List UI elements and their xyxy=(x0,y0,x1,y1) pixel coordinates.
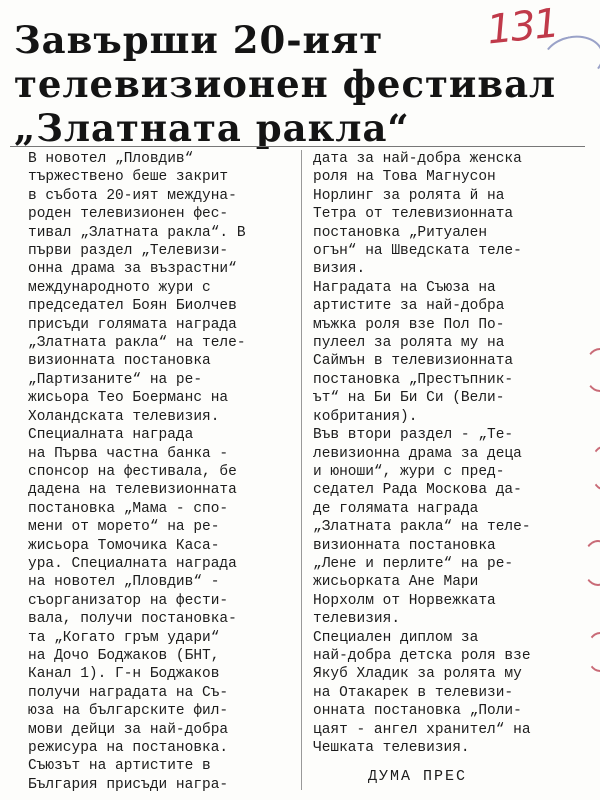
text-line: Тетра от телевизионната xyxy=(313,206,514,223)
text-line: кобритания). xyxy=(313,408,418,425)
text-line: дадена на телевизионната xyxy=(28,482,237,499)
right-column-paragraph xyxy=(313,629,575,758)
text-line: левизионна драма за деца xyxy=(313,445,522,462)
text-line: цаят - ангел хранител“ на xyxy=(313,721,531,738)
byline-signature: ДУМА ПРЕС xyxy=(368,768,468,785)
text-line: „Партизаните“ на ре- xyxy=(28,371,203,388)
text-line: Холандската телевизия. xyxy=(28,408,220,425)
text-line: мени от морето“ на ре- xyxy=(28,519,220,536)
text-line: на Дочо Боджаков (БНТ, xyxy=(28,647,220,664)
text-line: жисьора Тео Боерманс на xyxy=(28,390,229,407)
text-line: България присъди награ- xyxy=(28,776,229,793)
text-line: „Лене и перлите“ на ре- xyxy=(313,555,514,572)
text-line: та „Когато гръм удари“ xyxy=(28,629,220,646)
right-column-paragraph xyxy=(313,150,575,279)
headline-rule xyxy=(10,146,585,147)
text-line: в събота 20-ият междуна- xyxy=(28,187,237,204)
text-line: юза на българските фил- xyxy=(28,703,229,720)
text-line: визионната постановка xyxy=(28,353,211,370)
text-line: Норхолм от Норвежката xyxy=(313,592,496,609)
text-line: Норлинг за ролята й на xyxy=(313,187,505,204)
right-column-paragraph xyxy=(313,279,575,426)
text-line: ът“ на Би Би Си (Вели- xyxy=(313,390,505,407)
text-line: постановка „Ритуален xyxy=(313,224,488,241)
text-line: Наградата на Съюза на xyxy=(313,279,496,296)
text-line: визия. xyxy=(313,261,366,278)
pen-mark xyxy=(584,348,600,392)
text-line: Канал 1). Г-н Боджаков xyxy=(28,666,220,683)
text-line: получи наградата на Съ- xyxy=(28,684,229,701)
text-line: визионната постановка xyxy=(313,537,496,554)
text-line: Саймън в телевизионната xyxy=(313,353,514,370)
text-line: роден телевизионен фес- xyxy=(28,206,229,223)
text-line: огън“ на Шведската теле- xyxy=(313,243,522,260)
text-line: най-добра детска роля взе xyxy=(313,647,531,664)
text-line: онна драма за възрастни“ xyxy=(28,261,237,278)
text-line: Във втори раздел - „Те- xyxy=(313,427,514,444)
pen-mark xyxy=(590,446,600,490)
text-line: Специалната награда xyxy=(28,427,194,444)
text-line: спонсор на фестивала, бе xyxy=(28,463,237,480)
text-line: роля на Това Магнусон xyxy=(313,169,496,186)
column-divider xyxy=(301,150,302,790)
text-line: председател Боян Биолчев xyxy=(28,298,237,315)
text-line: седател Рада Москова да- xyxy=(313,482,522,499)
text-line: пулеел за ролята му на xyxy=(313,335,505,352)
text-line: де голямата награда xyxy=(313,500,479,517)
text-line: Чешката телевизия. xyxy=(313,740,470,756)
pen-mark xyxy=(586,632,600,672)
text-line: Съюзът на артистите в xyxy=(28,758,211,775)
right-column-paragraph xyxy=(313,426,575,628)
text-line: Специален диплом за xyxy=(313,629,479,646)
text-line: мови дейци за най-добра xyxy=(28,721,229,738)
text-line: жисьорката Ане Мари xyxy=(313,574,479,591)
text-line: „Златната ракла“ на теле- xyxy=(28,335,246,352)
handwritten-archive-number: 131 xyxy=(484,0,560,54)
text-line: постановка „Престъпник- xyxy=(313,371,514,388)
text-line: артистите за най-добра xyxy=(313,298,505,315)
text-line: постановка „Мама - спо- xyxy=(28,500,229,517)
article-column-right xyxy=(313,150,575,757)
text-line: дата за най-добра женска xyxy=(313,151,522,167)
text-line: присъди голямата награда xyxy=(28,316,237,333)
left-column-paragraph xyxy=(28,426,290,757)
headline-line-2: телевизионен фестивал xyxy=(14,62,557,106)
text-line: съорганизатор на фести- xyxy=(28,592,229,609)
text-line: „Златната ракла“ на теле- xyxy=(313,519,531,536)
text-line: телевизия. xyxy=(313,611,401,628)
headline-line-3: „Златната ракла“ xyxy=(14,106,410,150)
text-line: режисура на постановка. xyxy=(28,740,229,756)
text-line: ура. Специалната награда xyxy=(28,555,237,572)
headline-line-1: Завърши 20-ият xyxy=(14,18,384,62)
left-column-paragraph xyxy=(28,150,290,426)
headline xyxy=(14,18,574,150)
left-column-paragraph xyxy=(28,757,290,794)
text-line: онната постановка „Поли- xyxy=(313,703,522,720)
text-line: на Отакарек в телевизи- xyxy=(313,684,514,701)
text-line: на Първа частна банка - xyxy=(28,445,229,462)
text-line: първи раздел „Телевизи- xyxy=(28,243,229,260)
text-line: мъжка роля взе Пол По- xyxy=(313,316,505,333)
text-line: на новотел „Пловдив“ - xyxy=(28,574,220,591)
text-line: жисьора Томочика Каса- xyxy=(28,537,220,554)
text-line: вала, получи постановка- xyxy=(28,611,237,628)
text-line: тивал „Златната ракла“. В xyxy=(28,224,246,241)
text-line: В новотел „Пловдив“ xyxy=(28,151,194,167)
pen-mark xyxy=(582,540,600,586)
text-line: Якуб Хладик за ролята му xyxy=(313,666,522,683)
text-line: тържествено беше закрит xyxy=(28,169,229,186)
article-column-left xyxy=(28,150,290,794)
text-line: и юноши“, жури с пред- xyxy=(313,463,505,480)
text-line: международното жури с xyxy=(28,279,211,296)
